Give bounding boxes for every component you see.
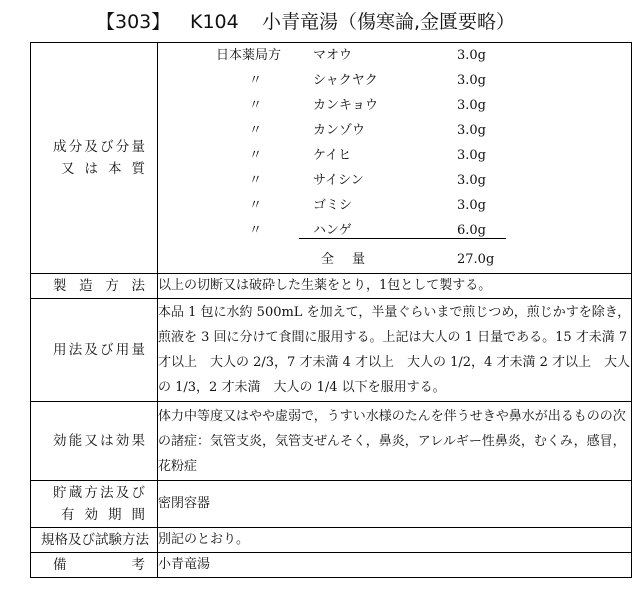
composition-label <box>31 43 158 274</box>
total-label-text: 全量 <box>321 252 384 267</box>
remarks-row <box>31 553 632 578</box>
specification-table <box>30 42 632 578</box>
standards-label-text: 規格及び試験方法 <box>41 532 149 548</box>
storage-label <box>31 481 158 528</box>
ditto-mark: 〃 <box>249 148 263 163</box>
ingredient-row <box>158 193 628 218</box>
ingredient-list <box>158 43 631 273</box>
ingredient-row <box>158 93 628 118</box>
manufacturing-label <box>31 274 158 299</box>
storage-label-line2: 有効期間 <box>61 507 145 523</box>
ingredient-amount: 3.0g <box>457 98 486 113</box>
standards-label <box>31 528 158 553</box>
manufacturing-row <box>31 274 632 299</box>
ingredient-amount: 3.0g <box>457 198 486 213</box>
total-amount: 27.0g <box>457 252 495 267</box>
dosage-row <box>31 299 632 402</box>
storage-text: 密閉容器 <box>158 481 632 528</box>
ditto-mark: 〃 <box>249 73 263 88</box>
composition-cell <box>158 43 632 274</box>
ingredient-name: ケイヒ <box>313 148 352 163</box>
ingredient-name: シャクヤク <box>313 73 378 88</box>
composition-row <box>31 43 632 274</box>
ingredient-row <box>158 168 628 193</box>
standards-text: 別記のとおり。 <box>158 528 632 553</box>
ingredient-amount: 3.0g <box>457 173 486 188</box>
manufacturing-text: 以上の切断又は破砕した生薬をとり，1包として製する。 <box>158 274 632 299</box>
ditto-mark: 〃 <box>249 123 263 138</box>
dosage-label-text: 用法及び用量 <box>53 342 145 358</box>
ingredient-row <box>158 143 628 168</box>
ingredient-amount: 3.0g <box>457 148 486 163</box>
ingredient-amount: 6.0g <box>457 223 486 238</box>
composition-label-line2: 又は本質 <box>61 161 145 177</box>
ingredient-name: マオウ <box>313 48 353 63</box>
indications-text: 体力中等度又はやや虚弱で，うすい水様のたんを伴うせきや鼻水が出るものの次の諸症：気管支炎，気管支ぜんそく，鼻炎，アレルギー性鼻炎，むくみ，感冒，花粉症 <box>158 402 632 481</box>
document-number: 【303】 <box>96 11 171 33</box>
ditto-mark: 〃 <box>249 173 263 188</box>
remarks-label <box>31 553 158 578</box>
ingredient-name: カンキョウ <box>313 98 379 113</box>
ditto-mark: 〃 <box>249 198 263 213</box>
storage-label-line1: 貯蔵方法及び <box>53 485 145 501</box>
total-label <box>321 247 383 272</box>
ingredient-row <box>158 68 628 93</box>
storage-row <box>31 481 632 528</box>
standards-row <box>31 528 632 553</box>
dosage-text: 本品 1 包に水約 500mL を加えて，半量ぐらいまで煎じつめ，煎じかすを除き，煎液を 3 回に分けて食間に服用する。上記は大人の 1 日量である。15 才未満 7 才以上 大人の 2/3，7 才未満 4 才以上 大人の 1/2，4 才未満 2 才以上 大人の 1/3，2 才未満 大人の 1/4 以下を服用する。 <box>158 299 632 402</box>
ingredient-row <box>158 43 628 68</box>
pharmacopoeia-label: 日本薬局方 <box>216 48 282 63</box>
ditto-mark: 〃 <box>249 223 263 238</box>
total-row <box>158 247 628 272</box>
indications-label-text: 効能又は効果 <box>53 433 145 449</box>
ingredient-amount: 3.0g <box>457 48 486 63</box>
ingredient-name: ハンゲ <box>313 223 352 238</box>
ingredient-name: サイシン <box>313 173 364 188</box>
ingredient-row <box>158 118 628 143</box>
document-title <box>0 4 640 40</box>
ingredient-row <box>158 218 628 243</box>
formula-name: 小青竜湯（傷寒論,金匱要略） <box>262 11 516 33</box>
remarks-label-text: 備考 <box>53 557 145 573</box>
ingredient-name: ゴミシ <box>313 198 353 213</box>
ingredient-amount: 3.0g <box>457 73 486 88</box>
composition-label-line1: 成分及び分量 <box>53 139 145 155</box>
dosage-label <box>31 299 158 402</box>
product-code: K104 <box>190 11 239 33</box>
ingredient-name: カンゾウ <box>313 123 366 138</box>
indications-label <box>31 402 158 481</box>
ditto-mark: 〃 <box>249 98 263 113</box>
indications-row <box>31 402 632 481</box>
manufacturing-label-text: 製造方法 <box>53 278 145 294</box>
ingredient-amount: 3.0g <box>457 123 486 138</box>
remarks-text: 小青竜湯 <box>158 553 632 578</box>
